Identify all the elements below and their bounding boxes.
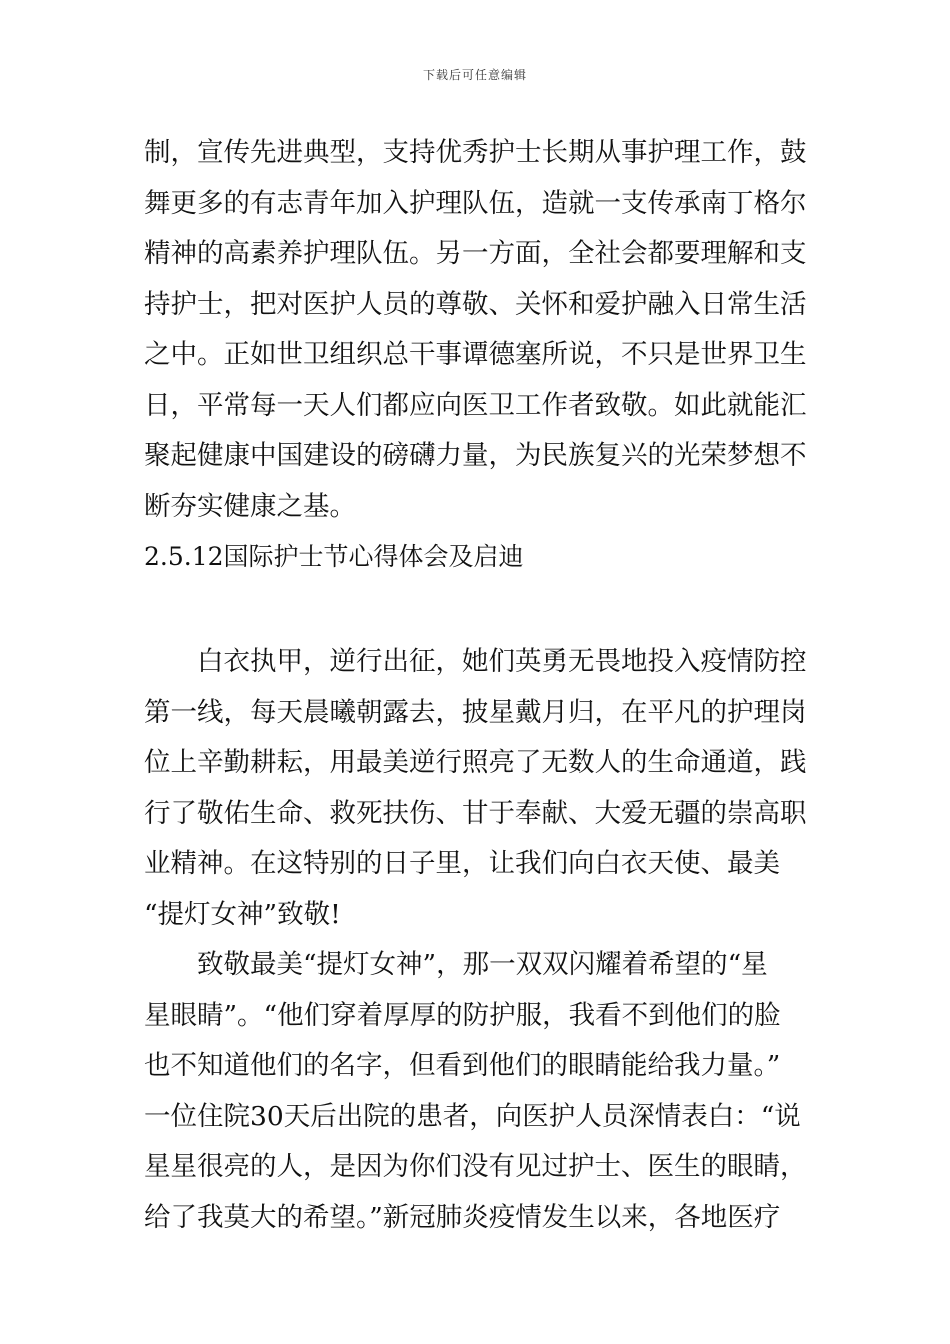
text-line: 星星很亮的人，是因为你们没有见过护士、医生的眼睛， bbox=[144, 1151, 807, 1182]
text-line: 也不知道他们的名字，但看到他们的眼睛能给我力量。” bbox=[144, 1050, 781, 1081]
text-line: “提灯女神”致敬! bbox=[144, 898, 341, 930]
text-line: 行了敬佑生命、救死扶伤、甘于奉献、大爱无疆的崇高职 bbox=[144, 797, 807, 829]
text-line: 一位住院30天后出院的患者，向医护人员深情表白：“说 bbox=[144, 1100, 801, 1132]
section-heading: 2.5.12国际护士节心得体会及启迪 bbox=[144, 542, 524, 571]
text-line: 断夯实健康之基。 bbox=[144, 490, 356, 522]
text-line: 日，平常每一天人们都应向医卫工作者致敬。如此就能汇 bbox=[144, 389, 807, 421]
document-body bbox=[144, 128, 812, 1243]
text-line: 第一线，每天晨曦朝露去，披星戴月归，在平凡的护理岗 bbox=[144, 696, 807, 728]
paragraph-2 bbox=[144, 940, 812, 1243]
header-note: 下载后可任意编辑 bbox=[422, 68, 527, 82]
text-line: 位上辛勤耕耘，用最美逆行照亮了无数人的生命通道，践 bbox=[144, 747, 807, 778]
text-line: 致敬最美“提灯女神”，那一双双闪耀着希望的“星 bbox=[197, 949, 768, 980]
text-line: 制，宣传先进典型，支持优秀护士长期从事护理工作，鼓 bbox=[144, 137, 807, 168]
text-line: 之中。正如世卫组织总干事谭德塞所说，不只是世界卫生 bbox=[144, 339, 807, 370]
paragraph-top bbox=[144, 128, 812, 532]
blank-line bbox=[144, 582, 812, 637]
text-line: 给了我莫大的希望。”新冠肺炎疫情发生以来，各地医疗 bbox=[144, 1201, 781, 1233]
text-line: 业精神。在这特别的日子里，让我们向白衣天使、最美 bbox=[144, 848, 780, 879]
text-line: 白衣执甲，逆行出征，她们英勇无畏地投入疫情防控 bbox=[197, 646, 807, 677]
text-line: 星眼睛”。“他们穿着厚厚的防护服，我看不到他们的脸 bbox=[144, 999, 781, 1031]
text-line: 精神的高素养护理队伍。另一方面，全社会都要理解和支 bbox=[144, 238, 807, 269]
paragraph-1 bbox=[144, 637, 812, 940]
text-line: 聚起健康中国建设的磅礴力量，为民族复兴的光荣梦想不 bbox=[144, 440, 807, 471]
text-line: 持护士，把对医护人员的尊敬、关怀和爱护融入日常生活 bbox=[144, 288, 807, 320]
text-line: 舞更多的有志青年加入护理队伍，造就一支传承南丁格尔 bbox=[144, 187, 807, 219]
